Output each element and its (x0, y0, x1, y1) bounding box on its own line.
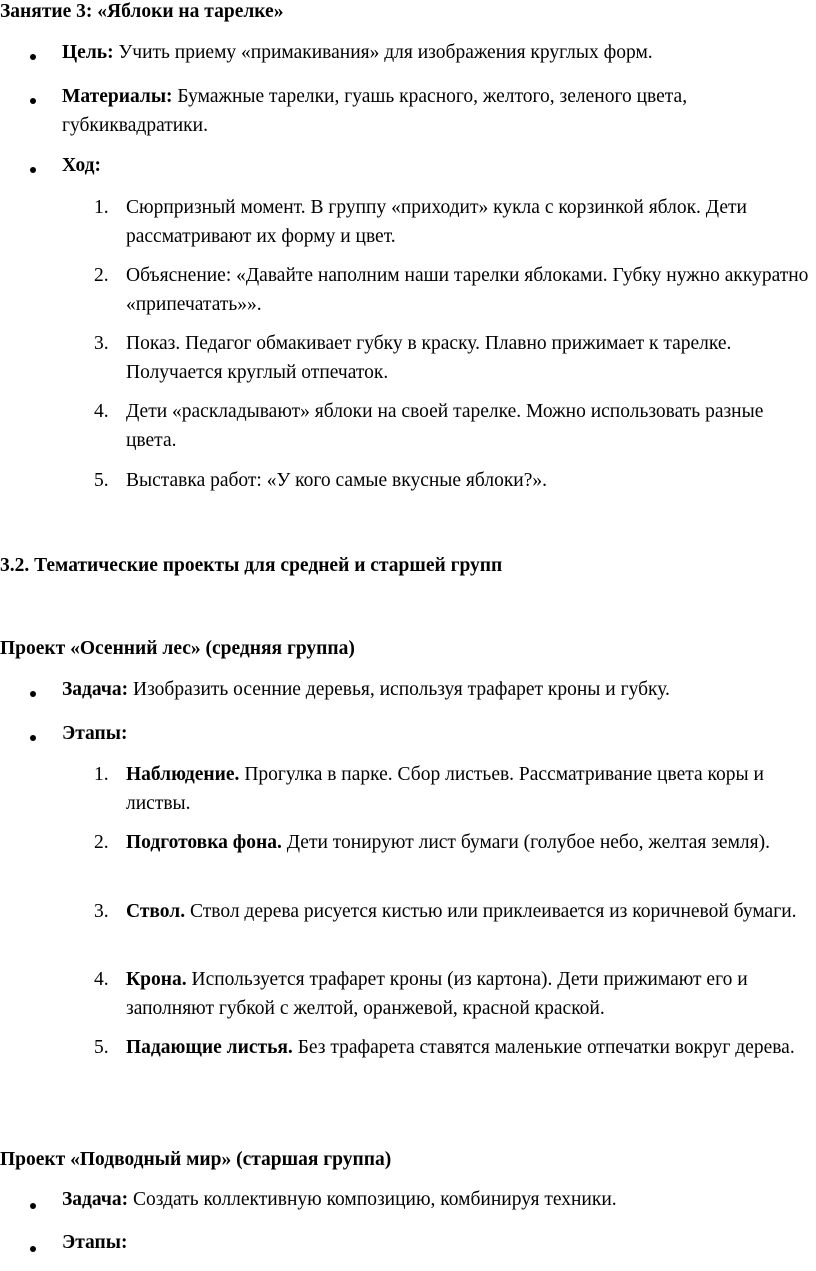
bullet-text: Изобразить осенние деревья, используя трафарет кроны и губку. (128, 679, 670, 700)
bullet-label: Ход: (62, 155, 102, 176)
lesson-3-step: Сюрпризный момент. В группу «приходит» кукла с корзинкой яблок. Дети рассматривают их форму и цвет. (126, 197, 747, 247)
step-number: 5. (94, 470, 109, 491)
bullet-icon (30, 1191, 46, 1220)
project-underwater-task (62, 1185, 810, 1214)
project-underwater-title: Проект «Подводный мир» (старшая группа) (0, 1149, 392, 1170)
lesson-3-step: Объяснение: «Давайте наполним наши тарелки яблоками. Губку нужно аккуратно «припечатать»». (126, 265, 809, 315)
bullet-text: Бумажные тарелки, гуашь красного, желтого, зеленого цвета, губкиквадратики. (62, 86, 688, 136)
step-number: 5. (94, 1037, 109, 1058)
lesson-3-goal (62, 38, 810, 67)
lesson-3-procedure (62, 151, 810, 180)
bullet-icon (30, 1234, 46, 1263)
step-text: Ствол дерева рисуется кистью или приклеивается из коричневой бумаги. (185, 901, 797, 922)
bullet-label: Материалы: (62, 86, 173, 107)
bullet-icon (30, 155, 46, 184)
bullet-icon (30, 679, 46, 708)
project-underwater-stages (62, 1228, 810, 1257)
project-forest-step (126, 897, 814, 926)
step-label: Падающие листья. (126, 1037, 293, 1058)
project-forest-step (126, 760, 814, 818)
project-forest-step (126, 828, 814, 857)
bullet-label: Цель: (62, 42, 114, 63)
step-text: Без трафарета ставятся маленькие отпечатки вокруг дерева. (292, 1037, 795, 1058)
lesson-3-title: Занятие 3: «Яблоки на тарелке» (0, 1, 284, 22)
step-label: Крона. (126, 969, 187, 990)
step-text: Используется трафарет кроны (из картона). Дети прижимают его и заполняют губкой с желтой, оранжевой, красной краской. (126, 969, 748, 1019)
project-forest-step (126, 965, 814, 1023)
step-number: 4. (94, 969, 109, 990)
project-forest-title: Проект «Осенний лес» (средняя группа) (0, 638, 355, 659)
lesson-3-materials (62, 82, 810, 140)
lesson-3-step: Выставка работ: «У кого самые вкусные яблоки?». (126, 470, 548, 491)
project-forest-stages (62, 719, 810, 748)
step-text: Дети тонируют лист бумаги (голубое небо, желтая земля). (281, 832, 770, 853)
bullet-icon (30, 86, 46, 115)
step-number: 2. (94, 265, 109, 286)
bullet-text: Учить приему «примакивания» для изображения круглых форм. (113, 42, 653, 63)
lesson-3-step: Дети «раскладывают» яблоки на своей тарелке. Можно использовать разные цвета. (126, 401, 764, 451)
bullet-icon (30, 723, 46, 752)
project-forest-task (62, 675, 810, 704)
step-number: 3. (94, 333, 109, 354)
step-number: 1. (94, 197, 109, 218)
step-number: 4. (94, 401, 109, 422)
bullet-icon (30, 42, 46, 71)
step-number: 3. (94, 901, 109, 922)
step-label: Подготовка фона. (126, 832, 282, 853)
bullet-label: Этапы: (62, 723, 128, 744)
bullet-label: Задача: (62, 679, 129, 700)
lesson-3-step: Показ. Педагог обмакивает губку в краску. Плавно прижимает к тарелке. Получается круглый отпечаток. (126, 333, 732, 383)
step-number: 1. (94, 764, 109, 785)
project-forest-step (126, 1033, 814, 1062)
step-label: Наблюдение. (126, 764, 240, 785)
section-3-2-title: 3.2. Тематические проекты для средней и старшей групп (0, 555, 503, 576)
bullet-text: Создать коллективную композицию, комбинируя техники. (128, 1189, 617, 1210)
step-label: Ствол. (126, 901, 186, 922)
bullet-label: Этапы: (62, 1232, 128, 1253)
step-number: 2. (94, 832, 109, 853)
step-text: Прогулка в парке. Сбор листьев. Рассматривание цвета коры и листвы. (126, 764, 764, 814)
bullet-label: Задача: (62, 1189, 129, 1210)
